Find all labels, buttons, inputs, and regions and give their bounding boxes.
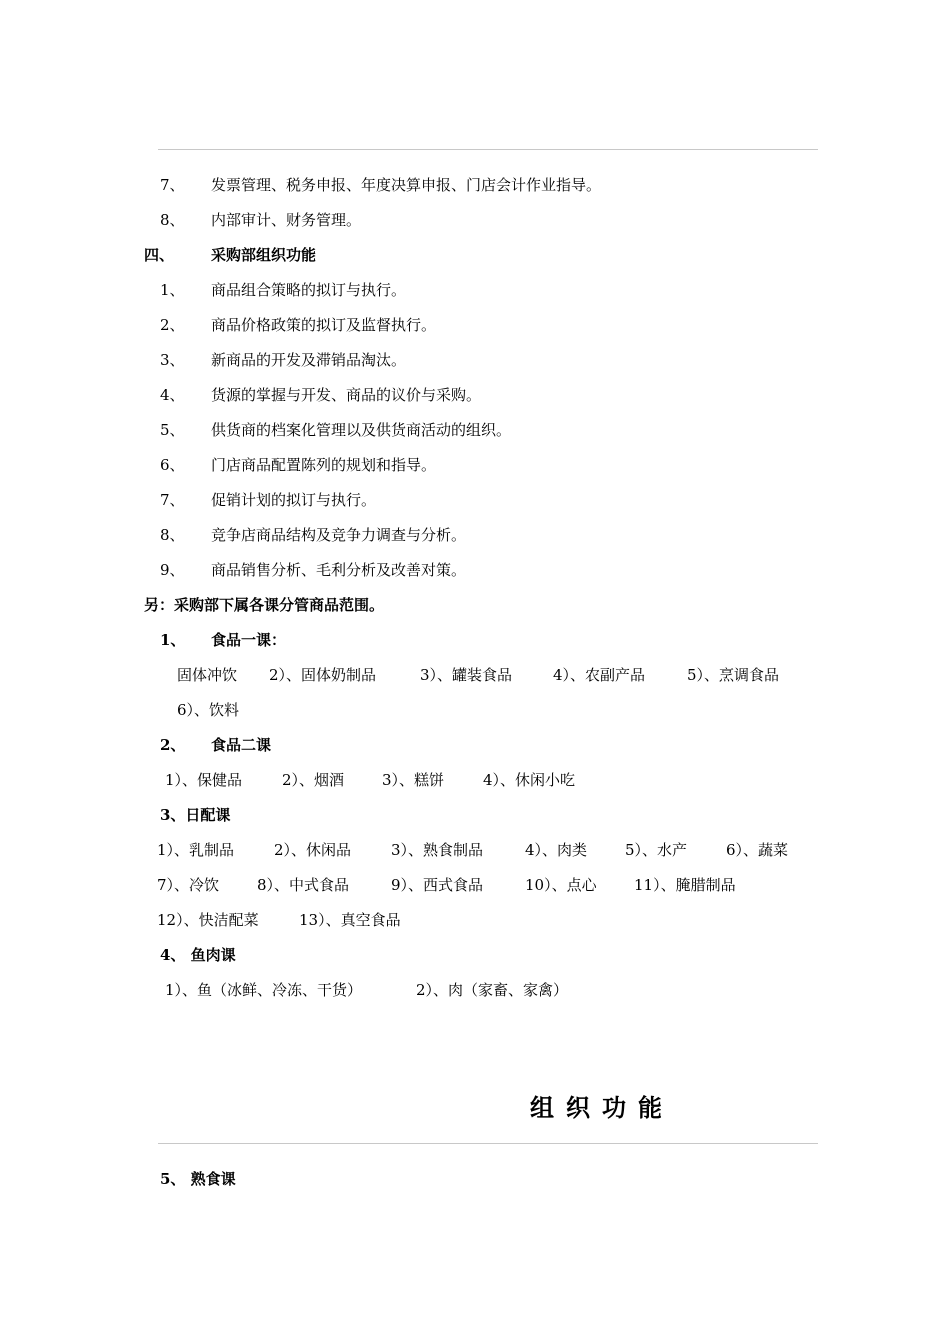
item-text: 商品销售分析、毛利分析及改善对策。 [211,561,467,579]
category-item: 6）、饮料 [177,701,240,719]
item-text: 竞争店商品结构及竞争力调查与分析。 [211,526,467,544]
category-item: 2）、休闲品 [274,841,352,859]
category-item: 12）、快洁配菜 [157,911,259,929]
item-number: 7、 [160,176,185,194]
category-item: 3）、糕饼 [382,771,445,789]
item-number: 4、 [160,386,185,404]
subsection-title: 食品二课 [211,736,272,754]
category-item: 2）、烟酒 [282,771,345,789]
item-number: 8、 [160,211,185,229]
category-item: 11）、腌腊制品 [634,876,736,894]
section-title: 采购部组织功能 [211,246,317,264]
item-number: 7、 [160,491,185,509]
item-text: 货源的掌握与开发、商品的议价与采购。 [211,386,482,404]
item-number: 2、 [160,316,185,334]
item-number: 5、 [160,421,185,439]
item-number: 6、 [160,456,185,474]
item-text: 促销计划的拟订与执行。 [211,491,377,509]
category-item: 1）、鱼（冰鲜、冷冻、干货） [165,981,363,999]
category-item: 固体冲饮 [177,666,238,684]
category-item: 4）、农副产品 [553,666,646,684]
category-item: 6）、蔬菜 [726,841,789,859]
item-text: 新商品的开发及滞销品淘汰。 [211,351,407,369]
category-item: 4）、休闲小吃 [483,771,576,789]
category-item: 2）、肉（家畜、家禽） [416,981,569,999]
item-text: 内部审计、财务管理。 [211,211,362,229]
subsection-title: 食品一课： [211,631,287,649]
item-text: 门店商品配置陈列的规划和指导。 [211,456,437,474]
subsection-heading: 3、日配课 [160,806,231,824]
page-header-title: 组织功能 [530,1093,674,1122]
header-rule [158,149,818,150]
category-item: 13）、真空食品 [299,911,401,929]
category-item: 4）、肉类 [525,841,588,859]
subsection-heading: 5、 熟食课 [160,1170,236,1188]
header-rule [158,1143,818,1144]
subsection-heading: 4、 鱼肉课 [160,946,236,964]
category-item: 5）、烹调食品 [687,666,780,684]
item-text: 供货商的档案化管理以及供货商活动的组织。 [211,421,512,439]
category-item: 7）、冷饮 [157,876,220,894]
item-text: 商品组合策略的拟订与执行。 [211,281,407,299]
subsection-number: 1、 [160,631,186,649]
item-text: 发票管理、税务申报、年度决算申报、门店会计作业指导。 [211,176,602,194]
item-number: 9、 [160,561,185,579]
section-number: 四、 [144,246,175,264]
category-item: 3）、熟食制品 [391,841,484,859]
category-item: 9）、西式食品 [391,876,484,894]
category-item: 3）、罐装食品 [420,666,513,684]
category-item: 2）、固体奶制品 [269,666,377,684]
item-text: 商品价格政策的拟订及监督执行。 [211,316,437,334]
note-text: 另：采购部下属各课分管商品范围。 [144,596,385,614]
category-item: 1）、保健品 [165,771,243,789]
item-number: 1、 [160,281,185,299]
subsection-number: 2、 [160,736,186,754]
category-item: 5）、水产 [625,841,688,859]
category-item: 8）、中式食品 [257,876,350,894]
category-item: 1）、乳制品 [157,841,235,859]
item-number: 3、 [160,351,185,369]
category-item: 10）、点心 [525,876,597,894]
item-number: 8、 [160,526,185,544]
